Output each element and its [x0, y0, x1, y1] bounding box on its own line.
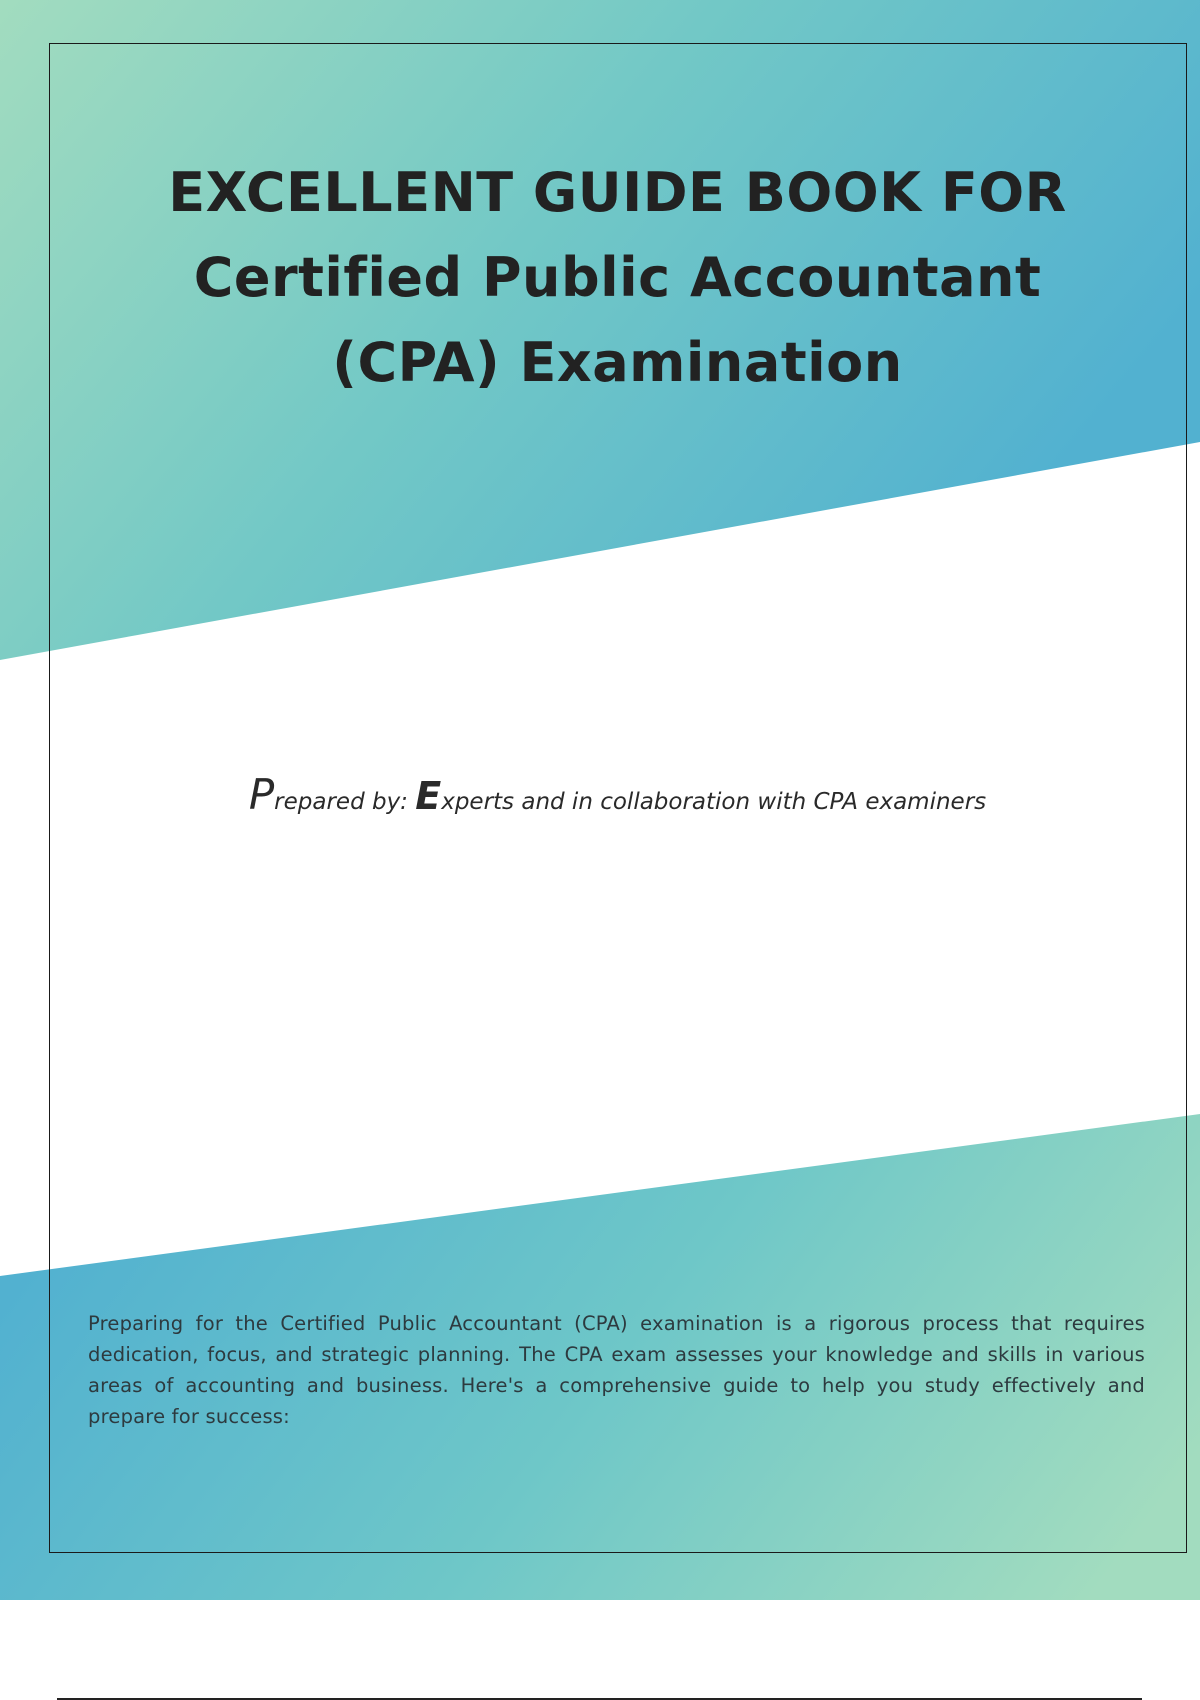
prepared-by-line	[60, 770, 1175, 819]
book-title	[60, 150, 1175, 405]
intro-paragraph: Preparing for the Certified Public Accountant (CPA) examination is a rigorous process that requires dedication, focus, and strategic planning. The CPA exam assesses your knowledge and skills in various areas of accounting and business. Here's a comprehensive guide to help you study effectively and prepare for success:	[88, 1312, 1145, 1428]
prepared-initial-e: E	[415, 774, 442, 818]
prepared-initial-p: P	[248, 770, 275, 819]
title-line-1: EXCELLENT GUIDE BOOK FOR	[168, 161, 1067, 224]
title-line-3: (CPA) Examination	[332, 331, 903, 394]
prepared-text-1: repared by:	[274, 789, 416, 815]
prepared-text-2: xperts and in collaboration with CPA examiners	[441, 789, 987, 815]
title-line-2: Certified Public Accountant	[193, 246, 1042, 309]
